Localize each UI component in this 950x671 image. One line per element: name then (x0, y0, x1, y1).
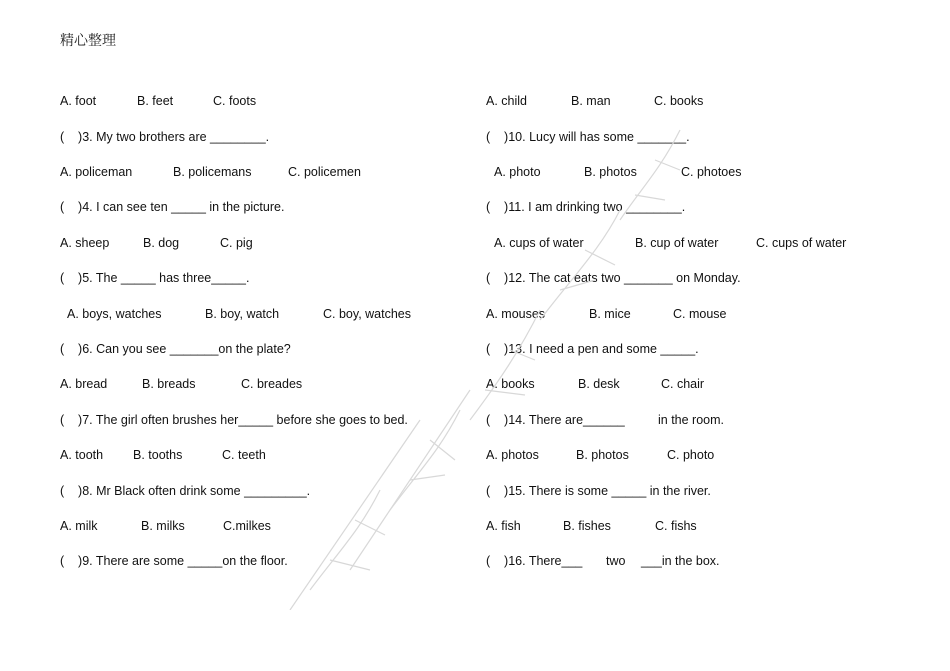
answer-option: B. fishes (563, 519, 611, 533)
question-text: ( )5. The _____ has three_____. (60, 271, 250, 285)
answer-option: A. photos (486, 448, 539, 462)
question-text: ( )6. Can you see _______on the plate? (60, 342, 291, 356)
answer-option: A. policeman (60, 165, 133, 179)
answer-option: B. feet (137, 94, 174, 108)
answer-option: B. policemans (173, 165, 252, 179)
answer-option: A. cups of water (494, 236, 584, 250)
question-text: ( )13. I need a pen and some _____. (486, 342, 699, 356)
question-text: ( )7. The girl often brushes her_____ before she goes to bed. (60, 413, 408, 427)
question-text: ( )15. There is some _____ in the river. (486, 484, 711, 498)
question-text: ( )10. Lucy will has some _______. (486, 130, 690, 144)
answer-option: A. fish (486, 519, 521, 533)
answer-option: C. photo (667, 448, 715, 462)
question-text: ( )14. There are______ (486, 413, 625, 427)
answer-option: C. mouse (673, 307, 727, 321)
answer-option: C. chair (661, 377, 705, 391)
answer-option: A. bread (60, 377, 108, 391)
answer-option: B. milks (141, 519, 185, 533)
answer-option: C. breades (241, 377, 303, 391)
answer-option: A. foot (60, 94, 97, 108)
answer-option: in the room. (658, 413, 725, 427)
answer-option: C. fishs (655, 519, 697, 533)
answer-option: A. books (486, 377, 535, 391)
answer-option: B. mice (589, 307, 631, 321)
answer-option: A. tooth (60, 448, 104, 462)
answer-option: ___in the box. (641, 554, 720, 568)
answer-option: B. dog (143, 236, 180, 250)
answer-option: two (606, 554, 626, 568)
question-text: ( )16. There___ (486, 554, 583, 568)
answer-option: B. cup of water (635, 236, 719, 250)
answer-option: C. boy, watches (323, 307, 412, 321)
answer-option: B. boy, watch (205, 307, 280, 321)
answer-option: A. photo (494, 165, 541, 179)
answer-option: A. milk (60, 519, 98, 533)
question-text: ( )11. I am drinking two ________. (486, 200, 686, 214)
answer-option: C. foots (213, 94, 257, 108)
answer-option: C. teeth (222, 448, 266, 462)
answer-option: C. policemen (288, 165, 361, 179)
question-text: ( )9. There are some _____on the floor. (60, 554, 288, 568)
answer-option: B. photos (576, 448, 629, 462)
answer-option: C. cups of water (756, 236, 847, 250)
answer-option: A. mouses (486, 307, 546, 321)
answer-option: B. tooths (133, 448, 183, 462)
question-text: ( )8. Mr Black often drink some _________. (60, 484, 311, 498)
answer-option: A. child (486, 94, 527, 108)
question-text: ( )3. My two brothers are ________. (60, 130, 270, 144)
answer-option: B. breads (142, 377, 196, 391)
answer-option: A. boys, watches (67, 307, 162, 321)
page-header: 精心整理 (60, 33, 116, 49)
answer-option: A. sheep (60, 236, 110, 250)
answer-option: C. pig (220, 236, 253, 250)
answer-option: B. man (571, 94, 611, 108)
answer-option: C. photoes (681, 165, 742, 179)
question-text: ( )4. I can see ten _____ in the picture. (60, 200, 285, 214)
answer-option: C.milkes (223, 519, 271, 533)
question-text: ( )12. The cat eats two _______ on Monday. (486, 271, 741, 285)
answer-option: B. photos (584, 165, 637, 179)
answer-option: C. books (654, 94, 704, 108)
answer-option: B. desk (578, 377, 620, 391)
